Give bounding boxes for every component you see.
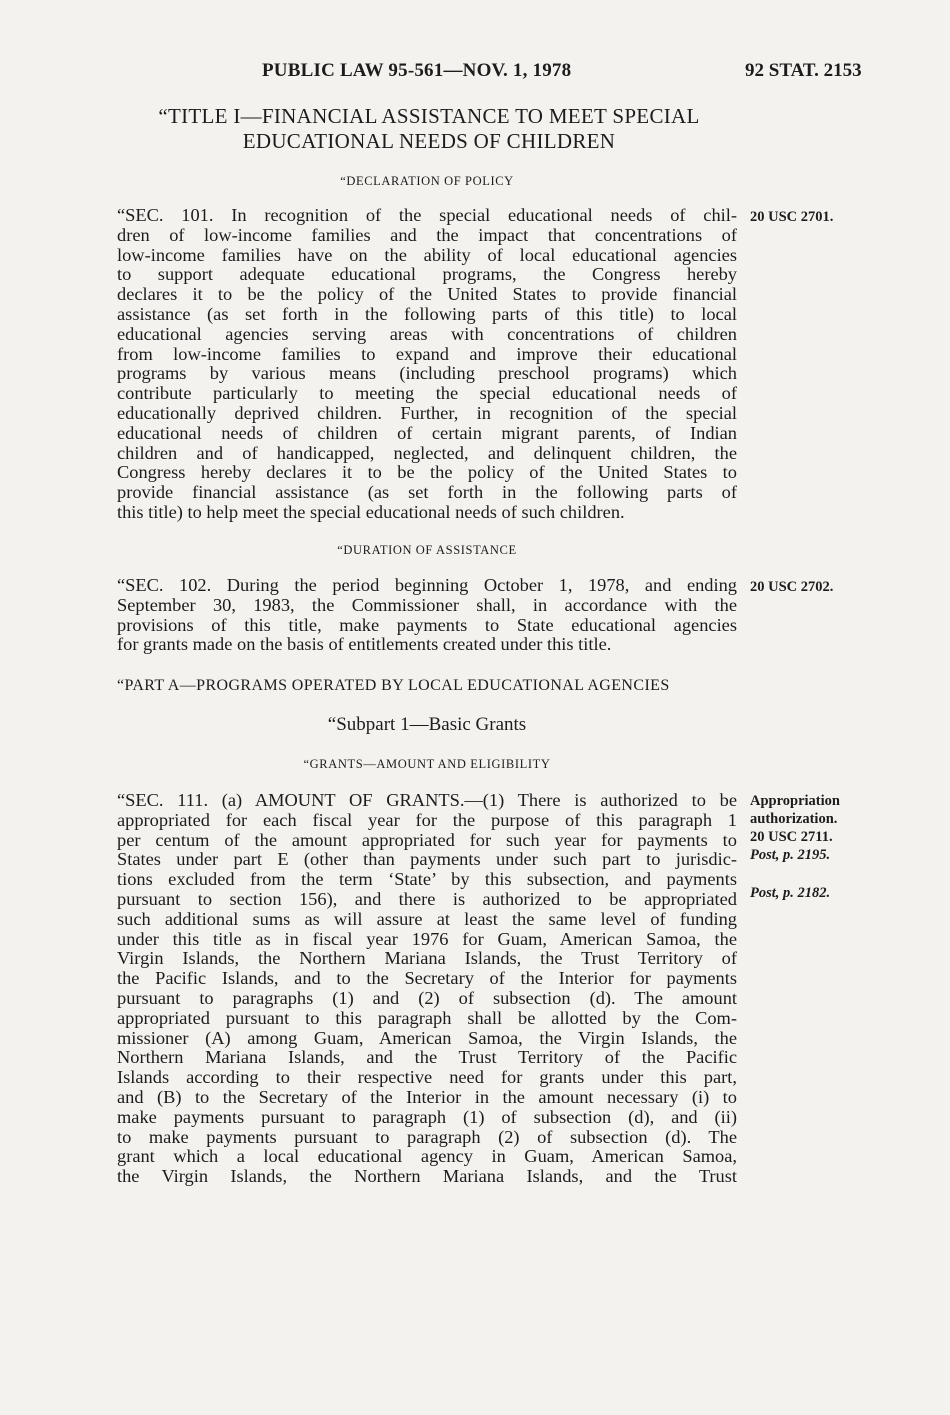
title-line-1: “TITLE I—FINANCIAL ASSISTANCE TO MEET SPECIAL bbox=[158, 104, 700, 128]
text-line: low-income families have on the ability of local educational agencies bbox=[117, 244, 737, 265]
statute-page-number: 92 STAT. 2153 bbox=[745, 60, 862, 81]
text-line: Islands according to their respective need for grants under this part, bbox=[117, 1067, 737, 1088]
text-line: States under part E (other than payments under such part to jurisdic- bbox=[117, 849, 737, 870]
title-heading bbox=[117, 104, 741, 154]
title-line-2: EDUCATIONAL NEEDS OF CHILDREN bbox=[242, 129, 616, 153]
text-line: from low-income families to expand and improve their educational bbox=[117, 343, 737, 364]
text-line: such additional sums as will assure at least the same level of funding bbox=[117, 908, 737, 929]
text-line: “SEC. 111. (a) AMOUNT OF GRANTS.—(1) There is authorized to be bbox=[117, 790, 737, 810]
text-line: for grants made on the basis of entitlements created under this title. bbox=[117, 634, 612, 655]
margin-appropriation: Appropriation bbox=[750, 793, 840, 809]
margin-authorization: authorization. bbox=[750, 811, 838, 827]
text-line: provisions of this title, make payments to State educational agencies bbox=[117, 614, 737, 635]
margin-post-2182: Post, p. 2182. bbox=[750, 885, 831, 901]
text-line: the Pacific Islands, and to the Secretary of the Interior for payments bbox=[117, 968, 737, 989]
text-line: pursuant to section 156), and there is authorized to be appropriated bbox=[117, 888, 737, 909]
text-line: September 30, 1983, the Commissioner shall, in accordance with the bbox=[117, 594, 737, 615]
text-line: this title) to help meet the special educational needs of such children. bbox=[117, 501, 625, 522]
margin-post-2195: Post, p. 2195. bbox=[750, 847, 831, 863]
text-line: declares it to be the policy of the United States to provide financial bbox=[117, 284, 737, 305]
text-line: Congress hereby declares it to be the policy of the United States to bbox=[117, 462, 737, 483]
text-line: per centum of the amount appropriated for such year for payments to bbox=[117, 829, 737, 850]
text-line: educationally deprived children. Further, in recognition of the special bbox=[117, 402, 737, 423]
text-line: Virgin Islands, the Northern Mariana Islands, the Trust Territory of bbox=[117, 948, 737, 969]
text-line: tions excluded from the term ‘State’ by this subsection, and payments bbox=[117, 869, 737, 890]
text-line: assistance (as set forth in the following parts of this title) to local bbox=[117, 303, 737, 324]
sec101-heading: “DECLARATION OF POLICY bbox=[340, 174, 514, 188]
text-line: children and of handicapped, neglected, and delinquent children, the bbox=[117, 442, 737, 463]
sec111-body bbox=[117, 791, 737, 1187]
text-line: “SEC. 101. In recognition of the special educational needs of chil- bbox=[117, 205, 737, 225]
text-line: Northern Mariana Islands, and the Trust Territory of the Pacific bbox=[117, 1047, 737, 1068]
text-line: under this title as in fiscal year 1976 for Guam, American Samoa, the bbox=[117, 928, 737, 949]
text-line: programs by various means (including preschool programs) which bbox=[117, 363, 737, 384]
text-line: educational needs of children of certain migrant parents, of Indian bbox=[117, 422, 737, 443]
text-line: grant which a local educational agency in Guam, American Samoa, bbox=[117, 1146, 737, 1167]
sec102-heading: “DURATION OF ASSISTANCE bbox=[337, 543, 517, 557]
text-line: to support adequate educational programs, the Congress hereby bbox=[117, 264, 737, 285]
sec111-heading: “GRANTS—AMOUNT AND ELIGIBILITY bbox=[303, 757, 551, 771]
text-line: provide financial assistance (as set forth in the following parts of bbox=[117, 482, 737, 503]
subpart-1-heading: “Subpart 1—Basic Grants bbox=[327, 714, 527, 735]
margin-usc: 20 USC 2711. bbox=[750, 829, 833, 845]
sec101-body bbox=[117, 206, 737, 523]
text-line: educational agencies serving areas with concentrations of children bbox=[117, 323, 737, 344]
text-line: and (B) to the Secretary of the Interior in the amount necessary (i) to bbox=[117, 1086, 737, 1107]
sec102-margin-note: 20 USC 2702. bbox=[750, 579, 834, 595]
text-line: appropriated for each fiscal year for the purpose of this paragraph 1 bbox=[117, 809, 737, 830]
part-a-heading: “PART A—PROGRAMS OPERATED BY LOCAL EDUCATIONAL AGENCIES bbox=[117, 677, 670, 694]
sec111-margin-notes bbox=[750, 792, 840, 902]
sec102-body bbox=[117, 576, 737, 655]
text-line: “SEC. 102. During the period beginning October 1, 1978, and ending bbox=[117, 575, 737, 595]
text-line: to make payments pursuant to paragraph (2) of subsection (d). The bbox=[117, 1126, 737, 1147]
sec101-margin-note: 20 USC 2701. bbox=[750, 209, 834, 225]
text-line: the Virgin Islands, the Northern Mariana Islands, and the Trust bbox=[117, 1166, 737, 1187]
text-line: make payments pursuant to paragraph (1) of subsection (d), and (ii) bbox=[117, 1106, 737, 1127]
text-line: pursuant to paragraphs (1) and (2) of subsection (d). The amount bbox=[117, 987, 737, 1008]
text-line: dren of low-income families and the impact that concentrations of bbox=[117, 224, 737, 245]
text-line: contribute particularly to meeting the special educational needs of bbox=[117, 383, 737, 404]
running-header: PUBLIC LAW 95-561—NOV. 1, 1978 bbox=[262, 60, 572, 81]
text-line: appropriated pursuant to this paragraph shall be allotted by the Com- bbox=[117, 1007, 737, 1028]
text-line: missioner (A) among Guam, American Samoa, the Virgin Islands, the bbox=[117, 1027, 737, 1048]
